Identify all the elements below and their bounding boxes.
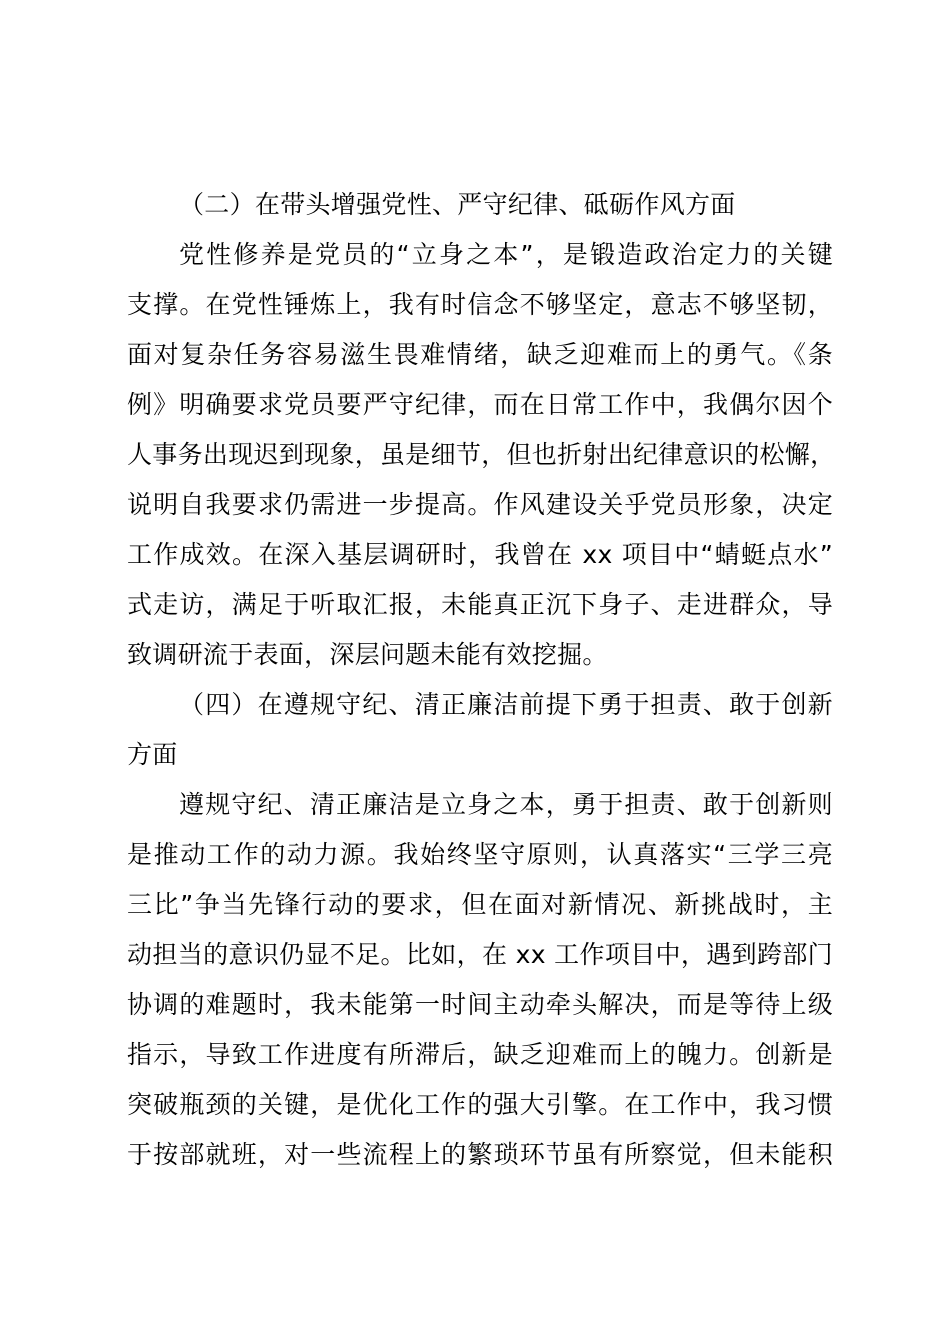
document-body	[127, 180, 836, 1180]
paragraph-line: 遵规守纪、清正廉洁是立身之本，勇于担责、敢于创新则	[179, 790, 833, 819]
paragraph-line: 面对复杂任务容易滋生畏难情绪，缺乏迎难而上的勇气。《条	[127, 340, 833, 369]
paragraph-line: 党性修养是党员的“立身之本”，是锻造政治定力的关键	[179, 240, 833, 269]
paragraph-line: 三比”争当先锋行动的要求，但在面对新情况、新挑战时，主	[127, 890, 833, 919]
paragraph-line: 例》明确要求党员要严守纪律，而在日常工作中，我偶尔因个	[127, 390, 833, 419]
paragraph-line: 支撑。在党性锤炼上，我有时信念不够坚定，意志不够坚韧，	[127, 290, 833, 319]
paragraph-line: 动担当的意识仍显不足。比如，在 xx 工作项目中，遇到跨部门	[127, 940, 833, 969]
section-heading-four-cont: 方面	[127, 740, 178, 769]
paragraph-line: 协调的难题时，我未能第一时间主动牵头解决，而是等待上级	[127, 990, 833, 1019]
section-heading-two: （二）在带头增强党性、严守纪律、砥砺作风方面	[179, 190, 736, 219]
paragraph-line: 致调研流于表面，深层问题未能有效挖掘。	[127, 640, 608, 669]
paragraph-line: 是推动工作的动力源。我始终坚守原则，认真落实“三学三亮	[127, 840, 833, 869]
paragraph-line: 人事务出现迟到现象，虽是细节，但也折射出纪律意识的松懈，	[127, 440, 836, 469]
paragraph-line: 指示，导致工作进度有所滞后，缺乏迎难而上的魄力。创新是	[127, 1040, 833, 1069]
paragraph-line: 说明自我要求仍需进一步提高。作风建设关乎党员形象，决定	[127, 490, 833, 519]
paragraph-line: 式走访，满足于听取汇报，未能真正沉下身子、走进群众，导	[127, 590, 833, 619]
section-heading-four: （四）在遵规守纪、清正廉洁前提下勇于担责、敢于创新	[179, 690, 833, 719]
paragraph-line: 工作成效。在深入基层调研时，我曾在 xx 项目中“蜻蜓点水”	[127, 540, 833, 569]
paragraph-line: 突破瓶颈的关键，是优化工作的强大引擎。在工作中，我习惯	[127, 1090, 833, 1119]
paragraph-line: 于按部就班，对一些流程上的繁琐环节虽有所察觉，但未能积	[127, 1140, 833, 1169]
